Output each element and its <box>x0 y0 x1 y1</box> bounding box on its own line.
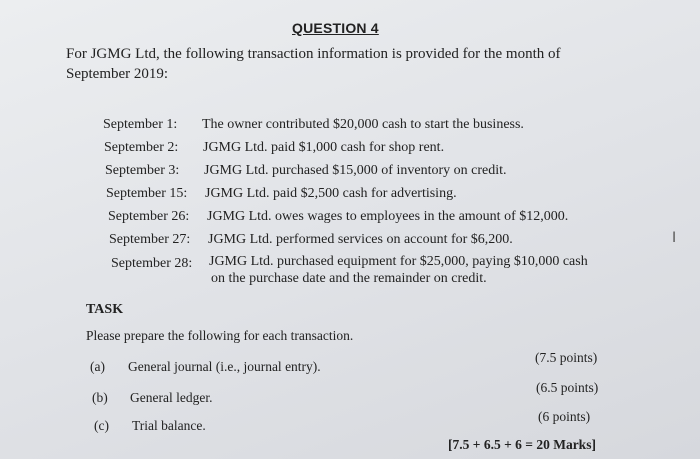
task-item-letter: (b) <box>92 390 108 405</box>
intro-paragraph: For JGMG Ltd, the following transaction information is provided for the month of September 2019: <box>66 46 561 82</box>
task-item-points: (6.5 points) <box>536 380 599 395</box>
transaction-date: September 1: <box>103 117 178 132</box>
task-item-text: Trial balance. <box>132 418 206 433</box>
question-title: QUESTION 4 <box>292 20 379 36</box>
transaction-date: September 15: <box>106 186 188 201</box>
task-item-letter: (a) <box>90 359 105 374</box>
transaction-description: JGMG Ltd. owes wages to employees in the amount of $12,000. <box>207 209 569 224</box>
task-item-text: General ledger. <box>130 390 213 405</box>
transaction-description: JGMG Ltd. paid $1,000 cash for shop rent. <box>203 140 445 155</box>
transaction-date: September 28: <box>111 256 193 271</box>
transaction-date: September 2: <box>104 140 179 155</box>
transaction-description: JGMG Ltd. paid $2,500 cash for advertising. <box>205 186 457 201</box>
transaction-date: September 26: <box>108 209 190 224</box>
total-marks: [7.5 + 6.5 + 6 = 20 Marks] <box>448 437 596 452</box>
task-instruction: Please prepare the following for each transaction. <box>86 328 354 343</box>
task-heading: TASK <box>86 302 124 317</box>
transaction-description: JGMG Ltd. purchased equipment for $25,000, paying $10,000 cash <box>209 254 588 269</box>
transaction-description: JGMG Ltd. purchased $15,000 of inventory on credit. <box>204 163 507 178</box>
transaction-date: September 27: <box>109 232 191 247</box>
task-item-text: General journal (i.e., journal entry). <box>128 359 321 374</box>
task-item-points: (6 points) <box>538 409 591 424</box>
transaction-description: JGMG Ltd. performed services on account for $6,200. <box>208 232 513 247</box>
transaction-date: September 3: <box>105 163 180 178</box>
task-item-letter: (c) <box>94 418 109 433</box>
text-cursor-icon: I <box>672 230 677 246</box>
transaction-description-continued: on the purchase date and the remainder on credit. <box>211 271 487 286</box>
transaction-description: The owner contributed $20,000 cash to start the business. <box>202 117 524 132</box>
task-item-points: (7.5 points) <box>535 350 598 365</box>
